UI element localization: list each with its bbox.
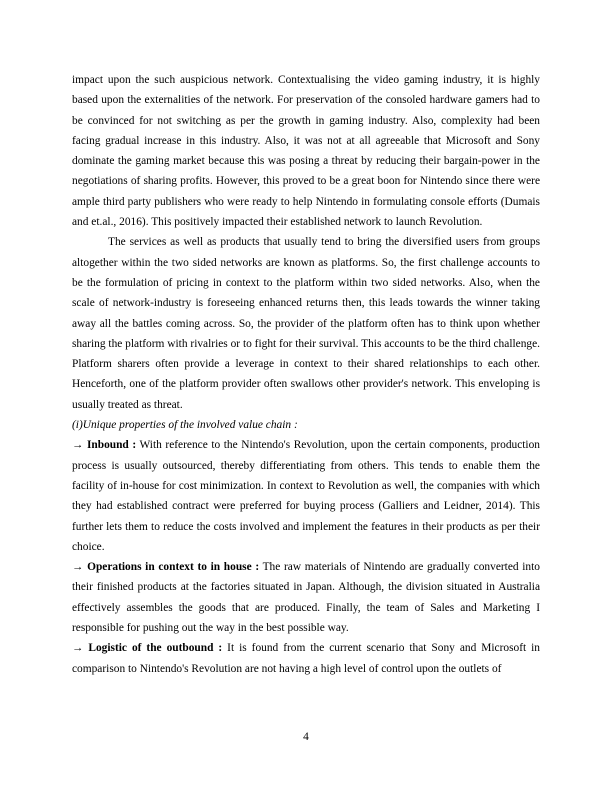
heading-inbound: Inbound :: [86, 439, 137, 452]
arrow-icon: →: [72, 642, 84, 655]
paragraph-outbound: → Logistic of the outbound : It is found from the current scenario that Sony and Microsoft in comparison to Nintendo's Revolution are not having a high level of control upon the outlets of: [72, 642, 540, 675]
page-number: 4: [303, 731, 309, 743]
citation-galliers: (Galliers and Leidner, 2014): [378, 500, 513, 513]
paragraph-operations: → Operations in context to in house : The raw materials of Nintendo are gradually converted into their finished products at the factories situated in Japan. Although, the division situated in Australia effectively assembles the goods that are produced. Finally, the team of Sales and Marketing I responsible for pushing out the way in the best possible way.: [72, 561, 540, 635]
citation-dumais: (Dumais and et.al., 2016): [72, 195, 540, 229]
heading-operations: Operations in context to in house :: [87, 561, 260, 574]
paragraph-inbound: → Inbound : With reference to the Nintendo's Revolution, upon the certain components, production process is usually outsourced, thereby differentiating from others. This tends to enable them the facility of in-house for cost minimization. In context to Revolution as well, the companies with which they had established contract were preferred for buying process (Galliers and Leidner, 2014). This further lets them to reduce the costs involved and implement the features in their products as per their choice.: [72, 439, 540, 553]
paragraph-platforms: The services as well as products that usually tend to bring the diversified users from groups altogether within the two sided networks are known as platforms. So, the first challenge accounts to be the formulation of pricing in context to the platform within two sided networks. Also, when the scale of network-industry is foreseeing enhanced returns then, this leads towards the winner taking away all the battles coming across. So, the provider of the platform often has to think upon whether sharing the platform with rivalries or to fight for their survival. This accounts to be the third challenge. Platform sharers often provide a leverage in context to their shared relationships to each other. Henceforth, one of the platform provider often swallows other provider's network. This enveloping is usually treated as threat.: [72, 236, 540, 411]
paragraph-network: impact upon the such auspicious network. Contextualising the video gaming industry, it is highly based upon the externalities of the network. For preservation of the consoled hardware gamers had to be convinced for not switching as per the growth in gaming industry. Also, complexity had been facing gradual increase in this industry. Also, it was not at all agreeable that Microsoft and Sony dominate the gaming market because this was posing a threat by reducing their bargain-power in the negotiations of sharing profits. However, this proved to be a great boon for Nintendo since there were ample third party publishers who were ready to help Nintendo in formulating console efforts (Dumais and et.al., 2016). This positively impacted their established network to launch Revolution.: [72, 74, 540, 229]
arrow-icon: →: [72, 439, 84, 452]
body-text: [72, 70, 540, 679]
heading-outbound: Logistic of the outbound :: [88, 642, 223, 655]
subheading-value-chain: (i)Unique properties of the involved value chain :: [72, 419, 298, 432]
arrow-icon: →: [72, 561, 84, 574]
